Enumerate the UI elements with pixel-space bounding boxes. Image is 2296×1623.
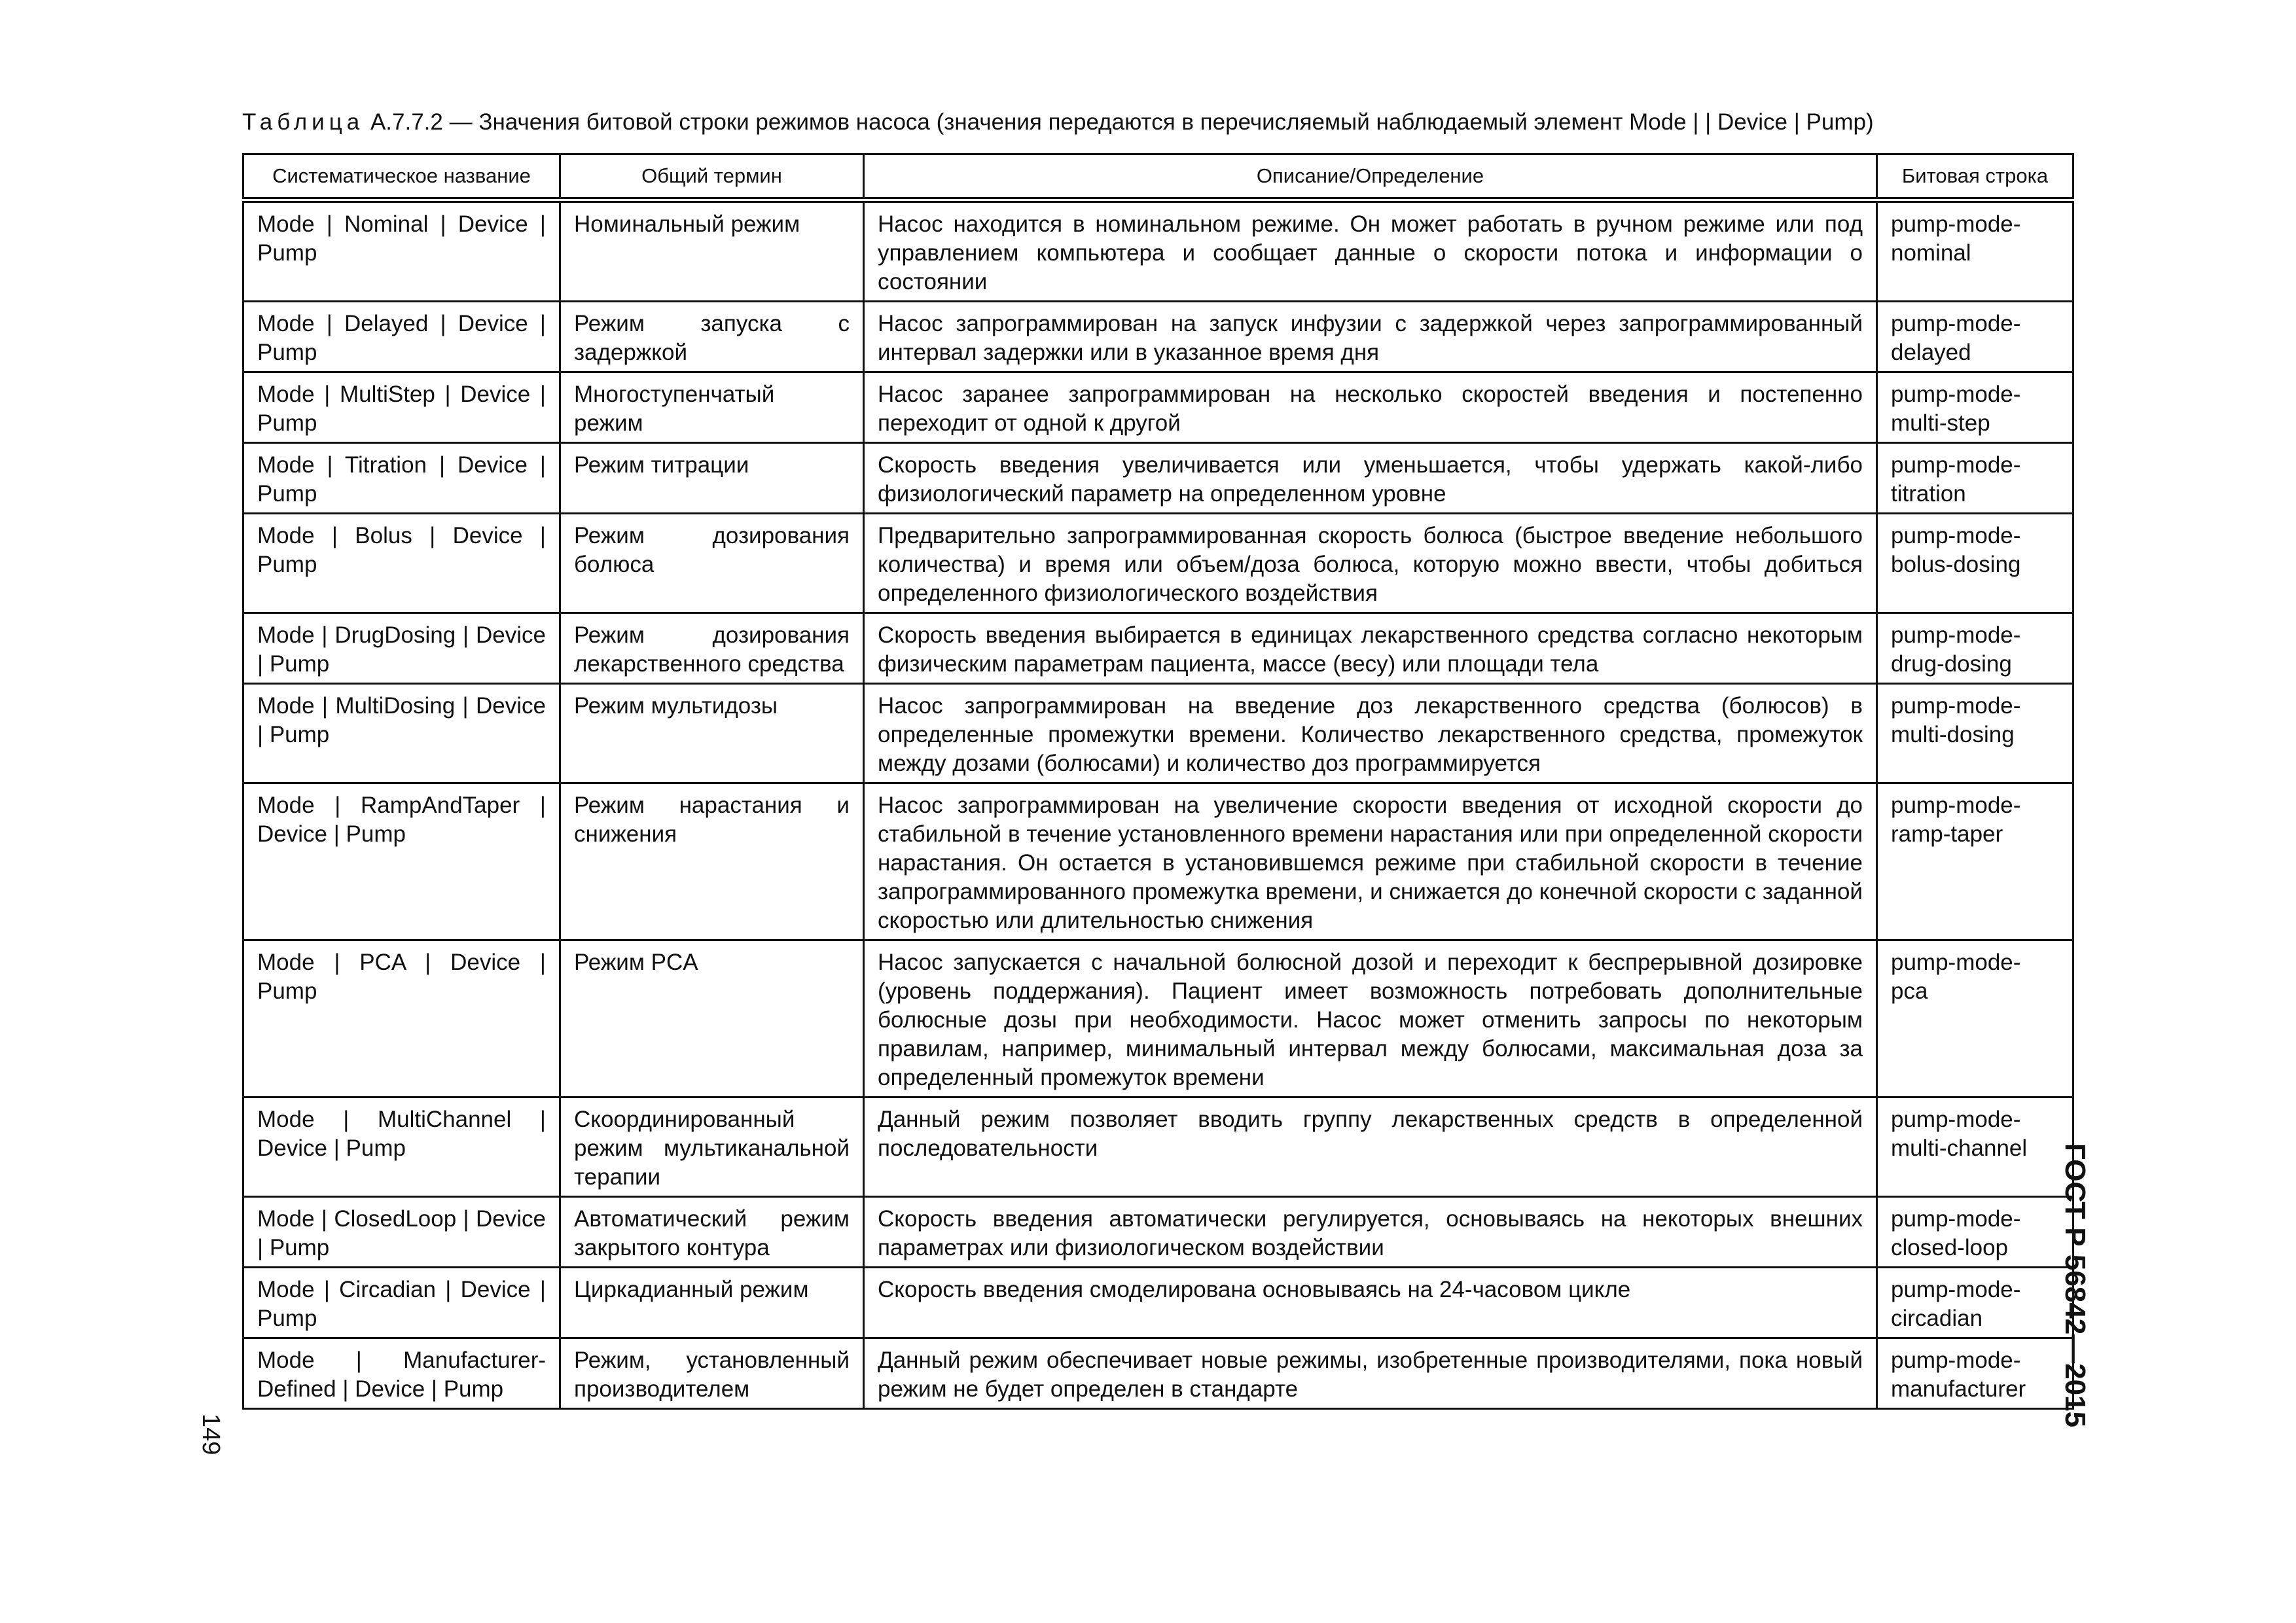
cell-description: Данный режим позволяет вводить группу лекарственных средств в определенной последовательности <box>864 1097 1877 1197</box>
bit-prefix: pump-mode- <box>1891 1277 2021 1302</box>
table-row <box>243 1097 2073 1197</box>
cell-common-term: Скоординированный режим мультиканальной терапии <box>560 1097 864 1197</box>
cell-common-term: Номинальный режим <box>560 200 864 302</box>
table-row <box>243 372 2073 443</box>
cell-common-term: Режим нарастания и снижения <box>560 783 864 940</box>
cell-systematic-name: Mode | ClosedLoop | Device | Pump <box>243 1197 560 1268</box>
cell-bit-string <box>1877 613 2073 684</box>
cell-bit-string <box>1877 1268 2073 1338</box>
bit-prefix: pump-mode- <box>1891 452 2021 478</box>
cell-common-term: Режим мультидозы <box>560 684 864 783</box>
bit-prefix: pump-mode- <box>1891 950 2021 975</box>
cell-systematic-name: Mode | Bolus | Device | Pump <box>243 514 560 613</box>
cell-bit-string <box>1877 940 2073 1097</box>
bit-prefix: pump-mode- <box>1891 523 2021 548</box>
cell-description: Насос находится в номинальном режиме. Он может работать в ручном режиме или под управлением компьютера и сообщает данные о скорости потока и информации о состоянии <box>864 200 1877 302</box>
bit-suffix: ramp-taper <box>1891 821 2003 847</box>
cell-systematic-name: Mode | Delayed | Device | Pump <box>243 302 560 372</box>
bit-suffix: drug-dosing <box>1891 651 2012 677</box>
cell-description: Скорость введения автоматически регулируется, основываясь на некоторых внешних параметрах или физиологическом воздействии <box>864 1197 1877 1268</box>
table-row <box>243 514 2073 613</box>
bit-suffix: circadian <box>1891 1306 1983 1331</box>
cell-bit-string <box>1877 1197 2073 1268</box>
cell-common-term: Режим титрации <box>560 443 864 514</box>
cell-common-term: Режим PCA <box>560 940 864 1097</box>
bit-prefix: pump-mode- <box>1891 793 2021 818</box>
header-description: Описание/Определение <box>864 154 1877 200</box>
cell-common-term: Автоматический режим закрытого контура <box>560 1197 864 1268</box>
cell-common-term: Режим дозирования лекарственного средства <box>560 613 864 684</box>
cell-description: Скорость введения выбирается в единицах лекарственного средства согласно некоторым физическим параметрам пациента, массе (весу) или площади тела <box>864 613 1877 684</box>
cell-common-term: Многоступенчатый режим <box>560 372 864 443</box>
bit-suffix: closed-loop <box>1891 1235 2008 1260</box>
cell-bit-string <box>1877 372 2073 443</box>
table-row <box>243 443 2073 514</box>
cell-systematic-name: Mode | MultiDosing | Device | Pump <box>243 684 560 783</box>
bit-prefix: pump-mode- <box>1891 622 2021 648</box>
table-row <box>243 940 2073 1097</box>
cell-bit-string <box>1877 443 2073 514</box>
table-caption <box>242 109 2075 136</box>
cell-bit-string <box>1877 514 2073 613</box>
cell-bit-string <box>1877 783 2073 940</box>
cell-systematic-name: Mode | RampAndTaper | Device | Pump <box>243 783 560 940</box>
bit-suffix: pca <box>1891 978 1928 1004</box>
header-common-term: Общий термин <box>560 154 864 200</box>
bit-suffix: nominal <box>1891 240 1971 266</box>
cell-description: Насос запрограммирован на введение доз лекарственного средства (болюсов) в определенные промежутки времени. Количество лекарственного средства, промежуток между дозами (болюсами) и количество доз программируется <box>864 684 1877 783</box>
cell-common-term: Циркадианный режим <box>560 1268 864 1338</box>
bit-suffix: multi-channel <box>1891 1135 2028 1161</box>
cell-description: Насос запускается с начальной болюсной дозой и переходит к беспрерывной дозировке (уровень поддержания). Пациент имеет возможность потребовать дополнительные болюсные дозы при необходимости. Насос может отменить запросы по некоторым правилам, например, минимальный интервал между болюсами, максимальная доза за определенный промежуток времени <box>864 940 1877 1097</box>
bit-prefix: pump-mode- <box>1891 1107 2021 1132</box>
cell-description: Данный режим обеспечивает новые режимы, изобретенные производителями, пока новый режим не будет определен в стандарте <box>864 1338 1877 1409</box>
bit-prefix: pump-mode- <box>1891 1206 2021 1232</box>
bit-suffix: manufacturer <box>1891 1376 2026 1402</box>
bit-prefix: pump-mode- <box>1891 211 2021 237</box>
bit-prefix: pump-mode- <box>1891 311 2021 336</box>
header-systematic-name: Систематическое название <box>243 154 560 200</box>
bit-prefix: pump-mode- <box>1891 1347 2021 1373</box>
cell-systematic-name: Mode | MultiStep | Device | Pump <box>243 372 560 443</box>
bit-suffix: bolus-dosing <box>1891 552 2021 577</box>
header-bit-string: Битовая строка <box>1877 154 2073 200</box>
cell-bit-string <box>1877 684 2073 783</box>
table-row <box>243 684 2073 783</box>
cell-common-term: Режим, установленный производителем <box>560 1338 864 1409</box>
cell-bit-string <box>1877 200 2073 302</box>
cell-common-term: Режим дозирования болюса <box>560 514 864 613</box>
cell-systematic-name: Mode | Titration | Device | Pump <box>243 443 560 514</box>
bit-prefix: pump-mode- <box>1891 382 2021 407</box>
cell-systematic-name: Mode | Circadian | Device | Pump <box>243 1268 560 1338</box>
table-row <box>243 1268 2073 1338</box>
table-header-row <box>243 154 2073 200</box>
bit-suffix: delayed <box>1891 340 1971 365</box>
document-id: ГОСТ Р 56842—2015 <box>2059 1143 2091 1428</box>
bit-suffix: titration <box>1891 481 1966 507</box>
cell-systematic-name: Mode | Manufacturer-Defined | Device | Pump <box>243 1338 560 1409</box>
cell-systematic-name: Mode | MultiChannel | Device | Pump <box>243 1097 560 1197</box>
table-row <box>243 1338 2073 1409</box>
cell-description: Скорость введения увеличивается или уменьшается, чтобы удержать какой-либо физиологический параметр на определенном уровне <box>864 443 1877 514</box>
table-row <box>243 613 2073 684</box>
pump-modes-table <box>242 153 2074 1410</box>
table-row <box>243 302 2073 372</box>
caption-label: Таблица <box>242 109 365 135</box>
table-row <box>243 783 2073 940</box>
page-number: 149 <box>197 1414 224 1455</box>
caption-text: А.7.7.2 — Значения битовой строки режимов насоса (значения передаются в перечисляемый наблюдаемый элемент Mode | | Device | Pump) <box>364 109 1874 135</box>
cell-description: Скорость введения смоделирована основываясь на 24-часовом цикле <box>864 1268 1877 1338</box>
bit-suffix: multi-dosing <box>1891 722 2015 747</box>
cell-bit-string <box>1877 1097 2073 1197</box>
cell-description: Насос запрограммирован на увеличение скорости введения от исходной скорости до стабильной в течение установленного времени нарастания или при определенной скорости нарастания. Он остается в установившемся режиме при стабильной скорости в течение запрограммированного промежутка времени, и снижается до конечной скорости с заданной скоростью или длительностью снижения <box>864 783 1877 940</box>
cell-description: Предварительно запрограммированная скорость болюса (быстрое введение небольшого количества) и время или объем/доза болюса, которую можно ввести, чтобы добиться определенного физиологического воздействия <box>864 514 1877 613</box>
cell-common-term: Режим запуска с задержкой <box>560 302 864 372</box>
cell-bit-string <box>1877 1338 2073 1409</box>
cell-systematic-name: Mode | DrugDosing | Device | Pump <box>243 613 560 684</box>
bit-prefix: pump-mode- <box>1891 693 2021 719</box>
table-row <box>243 200 2073 302</box>
cell-description: Насос запрограммирован на запуск инфузии с задержкой через запрограммированный интервал задержки или в указанное время дня <box>864 302 1877 372</box>
cell-description: Насос заранее запрограммирован на несколько скоростей введения и постепенно переходит от одной к другой <box>864 372 1877 443</box>
cell-systematic-name: Mode | PCA | Device | Pump <box>243 940 560 1097</box>
bit-suffix: multi-step <box>1891 410 1990 436</box>
cell-bit-string <box>1877 302 2073 372</box>
cell-systematic-name: Mode | Nominal | Device | Pump <box>243 200 560 302</box>
table-row <box>243 1197 2073 1268</box>
